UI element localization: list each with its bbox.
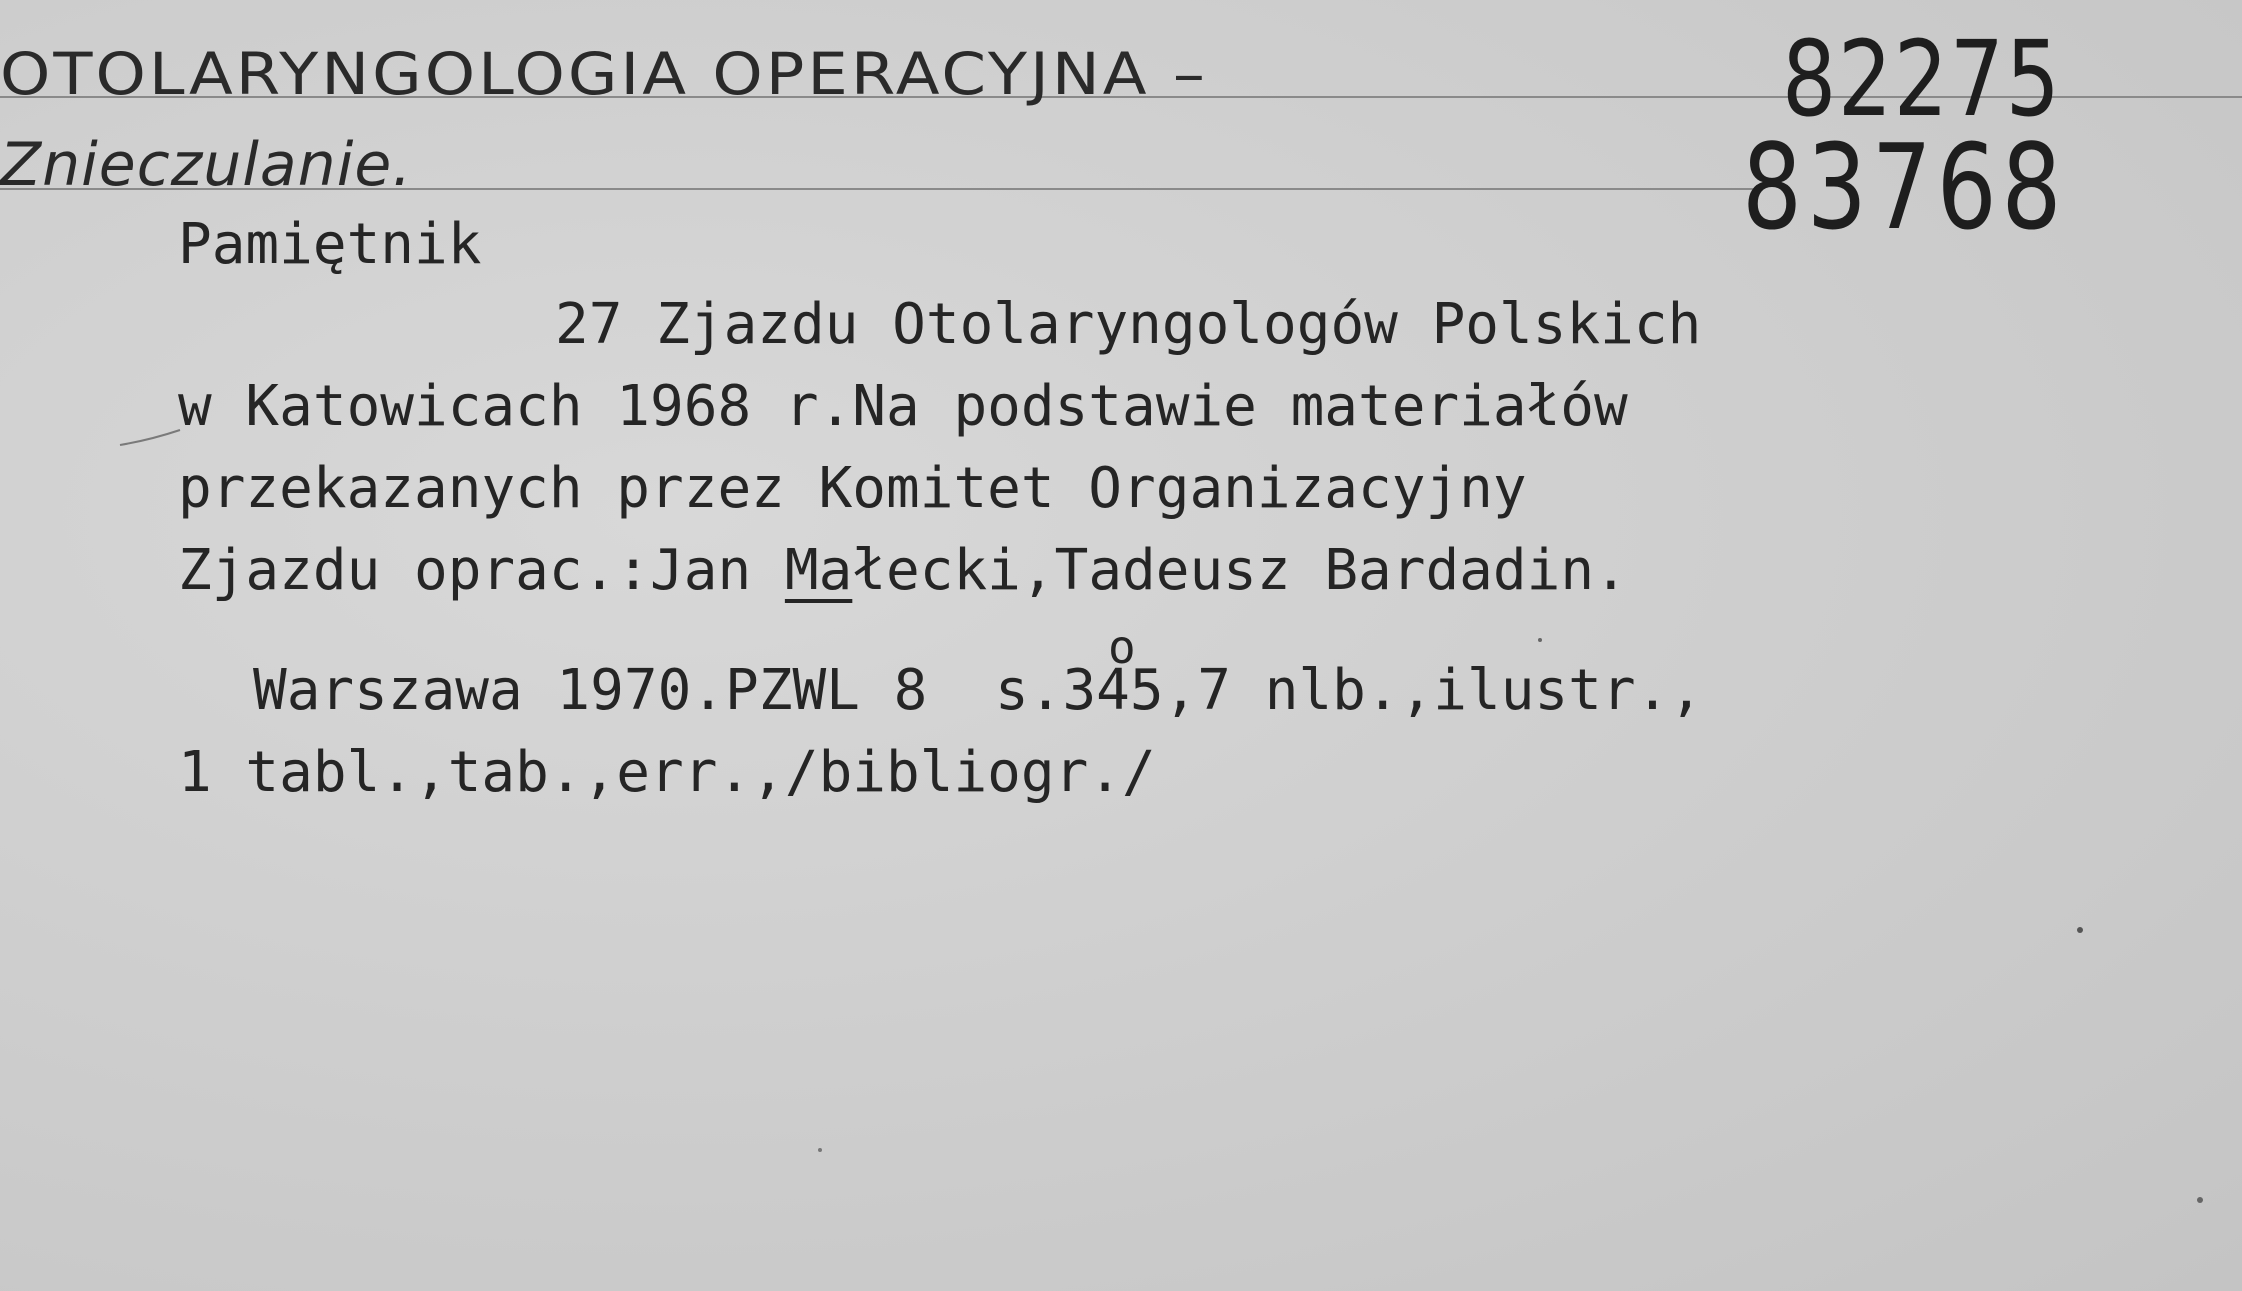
- title-line-3: w Katowicach 1968 r.Na podstawie materiałów: [178, 374, 1628, 439]
- imprint-suffix: s.345,7 nlb.,ilustr.,: [961, 658, 1704, 723]
- format-superscript: o: [1108, 620, 1136, 674]
- call-number-old: 82275: [1782, 18, 2062, 140]
- collation-line: 1 tabl.,tab.,err.,/bibliogr./: [178, 740, 1156, 805]
- subject-heading: OTOLARYNGOLOGIA OPERACYJNA –: [0, 42, 1208, 109]
- title-word: Pamiętnik: [178, 212, 482, 277]
- authors-line: [178, 538, 1628, 603]
- authors-underlined-letters: Ma: [784, 538, 853, 603]
- title-line-2: 27 Zjazdu Otolaryngologów Polskich: [555, 292, 1702, 357]
- imprint-line: [253, 658, 1703, 723]
- subject-subheading: Znieczulanie.: [0, 130, 413, 200]
- imprint-prefix: Warszawa 1970.PZWL 8: [253, 658, 928, 723]
- authors-prefix: Zjazdu oprac.:Jan: [178, 538, 785, 603]
- authors-suffix: łecki,Tadeusz Bardadin.: [852, 538, 1628, 603]
- title-line-4: przekazanych przez Komitet Organizacyjny: [178, 456, 1527, 521]
- call-number-new: 83768: [1742, 118, 2067, 256]
